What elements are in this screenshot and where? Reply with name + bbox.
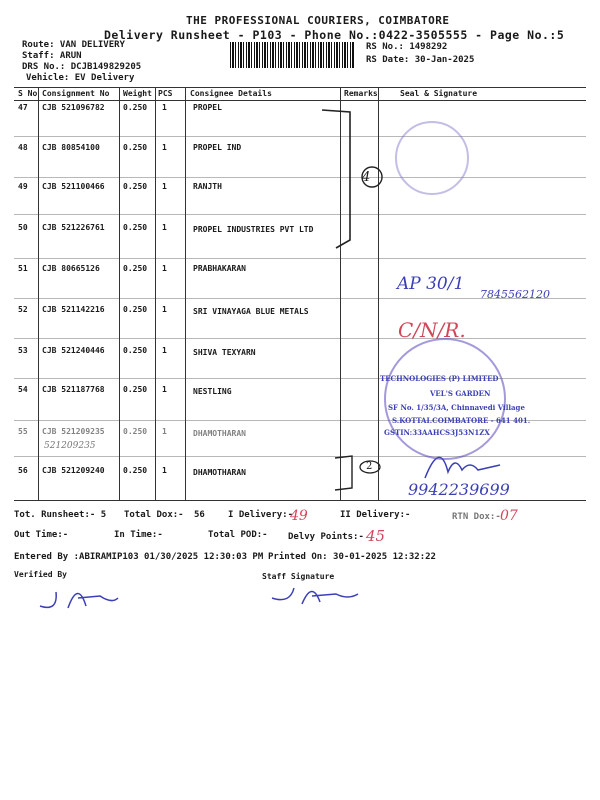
drs-number: DRS No.: DCJB149829205 [22, 62, 142, 72]
rs-number: RS No.: 1498292 [366, 42, 448, 52]
route: Route: VAN DELIVERY [22, 40, 125, 50]
rs-date: RS Date: 30-Jan-2025 [366, 55, 475, 65]
delvy-points-label: Delvy Points:- [288, 532, 364, 542]
rtn-dox-label: RTN Dox:- [452, 512, 501, 522]
stamp-line1: TECHNOLOGIES (P) LIMITED [380, 374, 499, 383]
stamp-line4: S.KOTTAI.COIMBATORE - 641 401. [392, 416, 531, 425]
remark-4: 4 [362, 170, 371, 185]
row-sno: 48 [18, 143, 28, 152]
row-pcs: 1 [162, 427, 167, 436]
row-consignment: CJB 80665126 [42, 264, 100, 273]
staff: Staff: ARUN [22, 51, 82, 61]
i-delivery-value: 49 [290, 508, 308, 524]
ii-delivery-label: II Delivery:- [340, 510, 411, 520]
row-pcs: 1 [162, 264, 167, 273]
row-weight: 0.250 [123, 103, 148, 112]
staff-signature-mark [272, 588, 358, 604]
row-consignee: PROPEL IND [193, 143, 242, 152]
row56-phone: 9942239699 [408, 480, 510, 499]
in-time: In Time:- [114, 530, 163, 540]
row-pcs: 1 [162, 103, 167, 112]
total-dox-label: Total Dox:- [124, 510, 184, 520]
row-weight: 0.250 [123, 305, 148, 314]
row-consignee: DHAMOTHARAN [193, 429, 246, 438]
vehicle: Vehicle: EV Delivery [26, 73, 135, 83]
row-sno: 51 [18, 264, 28, 273]
row-pcs: 1 [162, 182, 167, 191]
row-pcs: 1 [162, 346, 167, 355]
row-pcs: 1 [162, 143, 167, 152]
bracket-stroke [322, 110, 350, 248]
row-consignee: NESTLING [193, 387, 232, 396]
row-weight: 0.250 [123, 223, 148, 232]
stamp-line3: SF No. 1/35/3A, Chinnavedi Village [388, 403, 525, 412]
stamp-line2: VEL'S GARDEN [430, 389, 491, 398]
row-sno: 56 [18, 466, 28, 475]
company-name: THE PROFESSIONAL COURIERS, COIMBATORE [186, 14, 450, 27]
row55-handwritten-note: 521209235 [44, 441, 96, 451]
col-consignment: Consignment No [42, 89, 110, 98]
tot-runsheet: Tot. Runsheet:- 5 [14, 510, 107, 520]
entered-by: Entered By :ABIRAMIP103 01/30/2025 12:30:03 PM [14, 552, 264, 562]
row-sno: 53 [18, 346, 28, 355]
row-consignment: CJB 521096782 [42, 103, 105, 112]
row-consignee: PRABHAKARAN [193, 264, 246, 273]
company-stamp [384, 338, 506, 460]
col-sno: S No [18, 89, 38, 98]
col-pcs: PCS [158, 89, 173, 98]
row-consignment: CJB 521209240 [42, 466, 105, 475]
row-consignee: DHAMOTHARAN [193, 468, 246, 477]
verified-signature [40, 592, 118, 608]
row-weight: 0.250 [123, 427, 148, 436]
total-dox-value: 56 [194, 510, 205, 520]
row-sno: 49 [18, 182, 28, 191]
row51-initials: AP 30/1 [397, 274, 465, 294]
row-weight: 0.250 [123, 385, 148, 394]
col-seal: Seal & Signature [400, 89, 478, 98]
row-consignment: CJB 521142216 [42, 305, 105, 314]
row-consignment: CJB 521100466 [42, 182, 105, 191]
verified-by-label: Verified By [14, 570, 67, 579]
col-consignee: Consignee Details [190, 89, 272, 98]
faint-stamp-top [396, 122, 468, 194]
row-consignee: PROPEL INDUSTRIES PVT LTD [193, 225, 314, 234]
row-weight: 0.250 [123, 466, 148, 475]
runsheet-title: Delivery Runsheet - P103 - Phone No.:0422-3505555 - Page No.:5 [104, 28, 565, 42]
row-consignment: CJB 521209235 [42, 427, 105, 436]
staff-signature-label: Staff Signature [262, 572, 335, 581]
col-remarks: Remarks [344, 89, 378, 98]
row-consignment: CJB 80854100 [42, 143, 100, 152]
i-delivery-label: I Delivery:- [228, 510, 294, 520]
row-weight: 0.250 [123, 143, 148, 152]
row-sno: 54 [18, 385, 28, 394]
signature-row56 [425, 457, 500, 478]
row-consignee: PROPEL [193, 103, 222, 112]
row-consignee: SRI VINAYAGA BLUE METALS [193, 307, 309, 316]
row-sno: 47 [18, 103, 28, 112]
bracket-stroke-2 [335, 456, 352, 490]
row-pcs: 1 [162, 385, 167, 394]
row-consignment: CJB 521240446 [42, 346, 105, 355]
row-weight: 0.250 [123, 264, 148, 273]
rtn-dox-value: 07 [500, 508, 518, 524]
row-consignee: SHIVA TEXYARN [193, 348, 256, 357]
row51-phone: 7845562120 [480, 288, 550, 301]
row-pcs: 1 [162, 305, 167, 314]
remark-2: 2 [366, 461, 373, 472]
row-pcs: 1 [162, 466, 167, 475]
out-time: Out Time:- [14, 530, 69, 540]
stamp-line5: GSTIN:33AAHCS3J53N1ZX [384, 428, 490, 437]
row-pcs: 1 [162, 223, 167, 232]
row-sno: 55 [18, 427, 28, 436]
row-sno: 52 [18, 305, 28, 314]
printed-on: Printed On: 30-01-2025 12:32:22 [268, 552, 436, 562]
row-consignee: RANJTH [193, 182, 222, 191]
row-consignment: CJB 521226761 [42, 223, 105, 232]
total-pod: Total POD:- [208, 530, 268, 540]
delvy-points-value: 45 [366, 527, 386, 545]
row-weight: 0.250 [123, 182, 148, 191]
row-consignment: CJB 521187768 [42, 385, 105, 394]
col-weight: Weight [123, 89, 152, 98]
cnr-note: C/N/R. [398, 318, 466, 342]
row-sno: 50 [18, 223, 28, 232]
row-weight: 0.250 [123, 346, 148, 355]
